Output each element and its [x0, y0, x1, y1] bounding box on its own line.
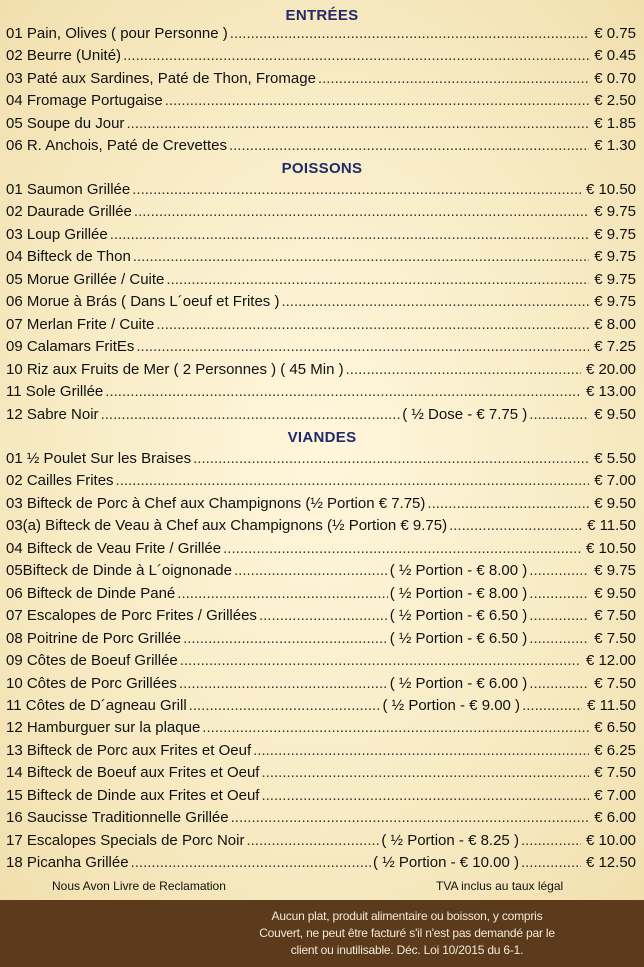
dot-leader: [449, 515, 582, 537]
legal-notice-line: Couvert, ne peut être facturé s'il n'est pas demandé par le: [259, 926, 555, 940]
menu-item-name: 14 Bifteck de Boeuf aux Frites et Oeuf: [6, 764, 260, 782]
menu-item-name: 11 Côtes de D´agneau Grill: [6, 696, 187, 714]
menu-item-name: 11 Sole Grillée: [6, 383, 104, 401]
dot-leader: [521, 830, 581, 852]
dot-leader: [529, 560, 589, 582]
half-portion-note: ( ½ Portion - € 8.00 ): [389, 562, 528, 580]
dot-leader: [177, 583, 387, 605]
menu-item: [6, 583, 636, 605]
menu-item-name: 03 Loup Grillée: [6, 225, 108, 243]
menu-item-name: 02 Cailles Frites: [6, 472, 114, 490]
menu-item: [6, 740, 636, 762]
menu-item: [6, 852, 636, 874]
half-portion-note: ( ½ Portion - € 6.50 ): [389, 629, 528, 647]
dot-leader: [529, 583, 589, 605]
dot-leader: [180, 650, 581, 672]
menu-item-name: 01 Saumon Grillée: [6, 181, 131, 198]
menu-item-price: € 1.30: [594, 137, 636, 155]
dot-leader: [123, 45, 589, 67]
menu-item-name: 13 Bifteck de Porc aux Frites et Oeuf: [6, 741, 252, 759]
menu-item: [6, 470, 636, 492]
dot-leader: [230, 23, 590, 45]
section-title: ENTRÉES: [285, 7, 359, 24]
menu-item-name: 05 Morue Grillée / Cuite: [6, 270, 165, 288]
menu-item-price: € 7.50: [594, 674, 636, 692]
half-portion-note: ( ½ Portion - € 8.25 ): [381, 831, 519, 849]
dot-leader: [234, 560, 388, 582]
dot-leader: [101, 404, 401, 426]
menu-item: [6, 314, 636, 336]
menu-item-price: € 11.50: [587, 696, 636, 714]
menu-item: [6, 762, 636, 784]
dot-leader: [261, 762, 589, 784]
menu-item-price: € 7.00: [594, 472, 636, 490]
menu-item-price: € 7.50: [594, 764, 636, 782]
menu-item: [6, 201, 636, 223]
menu-item-price: € 9.75: [594, 225, 636, 243]
menu-item-price: € 7.50: [594, 607, 636, 625]
menu-item: [6, 515, 636, 537]
menu-item: [6, 23, 636, 45]
menu-item-name: 08 Poitrine de Porc Grillée: [6, 629, 182, 647]
menu-item: [6, 336, 636, 358]
dot-leader: [165, 90, 590, 112]
menu-item-name: 04 Bifteck de Veau Frite / Grillée: [6, 539, 222, 557]
menu-item-name: 12 Hamburguer sur la plaque: [6, 719, 201, 737]
menu-item: [6, 179, 636, 201]
dot-leader: [116, 470, 590, 492]
menu-item-price: € 7.25: [594, 338, 636, 356]
dot-leader: [259, 605, 388, 627]
dot-leader: [522, 695, 582, 717]
menu-item: [6, 45, 636, 67]
menu-item-price: € 11.50: [587, 517, 636, 535]
menu-item-name: 04 Bifteck de Thon: [6, 248, 131, 266]
dot-leader: [166, 269, 589, 291]
menu-item-name: 01 ½ Poulet Sur les Braises: [6, 450, 192, 467]
dot-leader: [246, 830, 379, 852]
half-portion-note: ( ½ Portion - € 6.50 ): [389, 607, 528, 625]
dot-leader: [202, 717, 589, 739]
menu-item: [6, 359, 636, 381]
menu-item-price: € 6.00: [594, 809, 636, 827]
half-portion-note: ( ½ Portion - € 9.00 ): [382, 696, 521, 714]
dot-leader: [223, 538, 581, 560]
dot-leader: [193, 448, 589, 470]
dot-leader: [229, 135, 589, 157]
menu-item-price: € 2.50: [594, 92, 636, 110]
menu-item-name: 04 Fromage Portugaise: [6, 92, 163, 110]
dot-leader: [189, 695, 381, 717]
menu-item-name: 05Bifteck de Dinde à L´oignonade: [6, 562, 232, 580]
menu-item-price: € 12.50: [585, 854, 636, 872]
section-title: VIANDES: [287, 429, 357, 446]
menu-item-name: 06 Bifteck de Dinde Pané: [6, 584, 176, 602]
legal-notice-line: Aucun plat, produit alimentaire ou boisson, y compris: [271, 909, 543, 923]
menu-item-name: 17 Escalopes Specials de Porc Noir: [6, 831, 245, 849]
menu-item: [6, 448, 636, 470]
menu-item-name: 10 Riz aux Fruits de Mer ( 2 Personnes ) ( 45 Min ): [6, 360, 344, 378]
menu-item-price: € 6.25: [594, 741, 636, 759]
dot-leader: [521, 852, 581, 874]
menu-item: [6, 807, 636, 829]
dot-leader: [231, 807, 590, 829]
menu-item-price: € 1.85: [594, 114, 636, 132]
menu-item-price: € 7.00: [594, 786, 636, 804]
dot-leader: [133, 246, 589, 268]
dot-leader: [179, 673, 388, 695]
dot-leader: [132, 179, 581, 201]
menu-item: [6, 673, 636, 695]
menu-item: [6, 269, 636, 291]
vat-note: TVA inclus au taux légal: [436, 879, 564, 893]
menu-item: [6, 830, 636, 852]
dot-leader: [110, 224, 590, 246]
menu-item-price: € 8.00: [594, 315, 636, 333]
menu-item-name: 05 Soupe du Jour: [6, 114, 125, 132]
menu-item-price: € 5.50: [594, 450, 636, 467]
menu-item-price: € 10.00: [585, 831, 636, 849]
menu-item-price: € 0.70: [594, 69, 636, 87]
dot-leader: [318, 68, 589, 90]
dot-leader: [427, 493, 589, 515]
dot-leader: [156, 314, 589, 336]
dot-leader: [529, 404, 589, 426]
dot-leader: [131, 852, 371, 874]
menu-item-name: 02 Beurre (Unité): [6, 47, 122, 65]
dot-leader: [134, 201, 589, 223]
menu-item: [6, 291, 636, 313]
menu-item-name: 07 Merlan Frite / Cuite: [6, 315, 155, 333]
menu-item-price: € 9.75: [594, 293, 636, 311]
half-portion-note: ( ½ Portion - € 6.00 ): [389, 674, 528, 692]
menu-item-name: 06 Morue à Brás ( Dans L´oeuf et Frites ): [6, 293, 280, 311]
menu-item-name: 03 Bifteck de Porc à Chef aux Champignons (½ Portion € 7.75): [6, 494, 426, 512]
menu-item: [6, 717, 636, 739]
menu-item: [6, 113, 636, 135]
dot-leader: [183, 628, 388, 650]
menu-item: [6, 381, 636, 403]
menu-item-name: 06 R. Anchois, Paté de Crevettes: [6, 137, 227, 155]
menu-item-price: € 12.00: [585, 652, 636, 670]
menu-item-name: 07 Escalopes de Porc Frites / Grillées: [6, 607, 257, 625]
menu-item-name: 12 Sabre Noir: [6, 405, 99, 423]
menu-item-name: 09 Calamars FritEs: [6, 338, 135, 356]
menu-item-name: 10 Côtes de Porc Grillées: [6, 674, 177, 692]
menu-item-price: € 13.00: [585, 383, 636, 401]
dot-leader: [529, 605, 589, 627]
dot-leader: [136, 336, 589, 358]
dot-leader: [261, 785, 589, 807]
menu-item: [6, 224, 636, 246]
dot-leader: [281, 291, 589, 313]
menu-item: [6, 560, 636, 582]
menu-item-name: 09 Côtes de Boeuf Grillée: [6, 652, 178, 670]
dot-leader: [105, 381, 581, 403]
menu-item: [6, 90, 636, 112]
menu-item-price: € 6.50: [594, 719, 636, 737]
dot-leader: [529, 628, 589, 650]
dot-leader: [253, 740, 589, 762]
menu-item-price: € 9.50: [594, 405, 636, 423]
menu-item-price: € 9.50: [594, 584, 636, 602]
menu-item-price: € 9.75: [594, 248, 636, 266]
menu-item-price: € 0.75: [594, 25, 636, 42]
menu-item-name: 02 Daurade Grillée: [6, 203, 132, 221]
half-portion-note: ( ½ Portion - € 8.00 ): [389, 584, 528, 602]
menu-item-name: 15 Bifteck de Dinde aux Frites et Oeuf: [6, 786, 260, 804]
menu-item: [6, 605, 636, 627]
menu-item: [6, 68, 636, 90]
menu-item: [6, 493, 636, 515]
menu-item-price: € 7.50: [594, 629, 636, 647]
menu-item: [6, 785, 636, 807]
menu-item-price: € 10.50: [585, 539, 636, 557]
menu-item: [6, 538, 636, 560]
menu-item: [6, 246, 636, 268]
menu-item-price: € 0.45: [594, 47, 636, 65]
menu-item-price: € 9.50: [594, 494, 636, 512]
menu-item-name: 01 Pain, Olives ( pour Personne ): [6, 25, 228, 42]
complaint-book-note: Nous Avon Livre de Reclamation: [52, 879, 226, 893]
menu-item-price: € 10.50: [585, 181, 636, 198]
menu-item-price: € 9.75: [594, 562, 636, 580]
menu-item-price: € 20.00: [585, 360, 636, 378]
menu-item-name: 03 Paté aux Sardines, Paté de Thon, Fromage: [6, 69, 316, 87]
menu-item-name: 18 Picanha Grillée: [6, 854, 129, 872]
half-portion-note: ( ½ Portion - € 10.00 ): [373, 854, 519, 872]
legal-notice-bar: [0, 900, 644, 967]
menu-item: [6, 135, 636, 157]
menu-item: [6, 695, 636, 717]
menu-item-price: € 9.75: [594, 270, 636, 288]
menu-item: [6, 650, 636, 672]
dot-leader: [529, 673, 589, 695]
menu-item: [6, 404, 636, 426]
section-title: POISSONS: [281, 160, 363, 177]
dot-leader: [346, 359, 581, 381]
menu-item: [6, 628, 636, 650]
menu-item-price: € 9.75: [594, 203, 636, 221]
menu-item-name: 03(a) Bifteck de Veau à Chef aux Champignons (½ Portion € 9.75): [6, 517, 448, 535]
legal-notice-line: client ou inutilisable. Déc. Loi 10/2015 du 6-1.: [290, 943, 524, 957]
menu-item-name: 16 Saucisse Traditionnelle Grillée: [6, 809, 229, 827]
half-portion-note: ( ½ Dose - € 7.75 ): [402, 405, 528, 423]
dot-leader: [126, 113, 589, 135]
